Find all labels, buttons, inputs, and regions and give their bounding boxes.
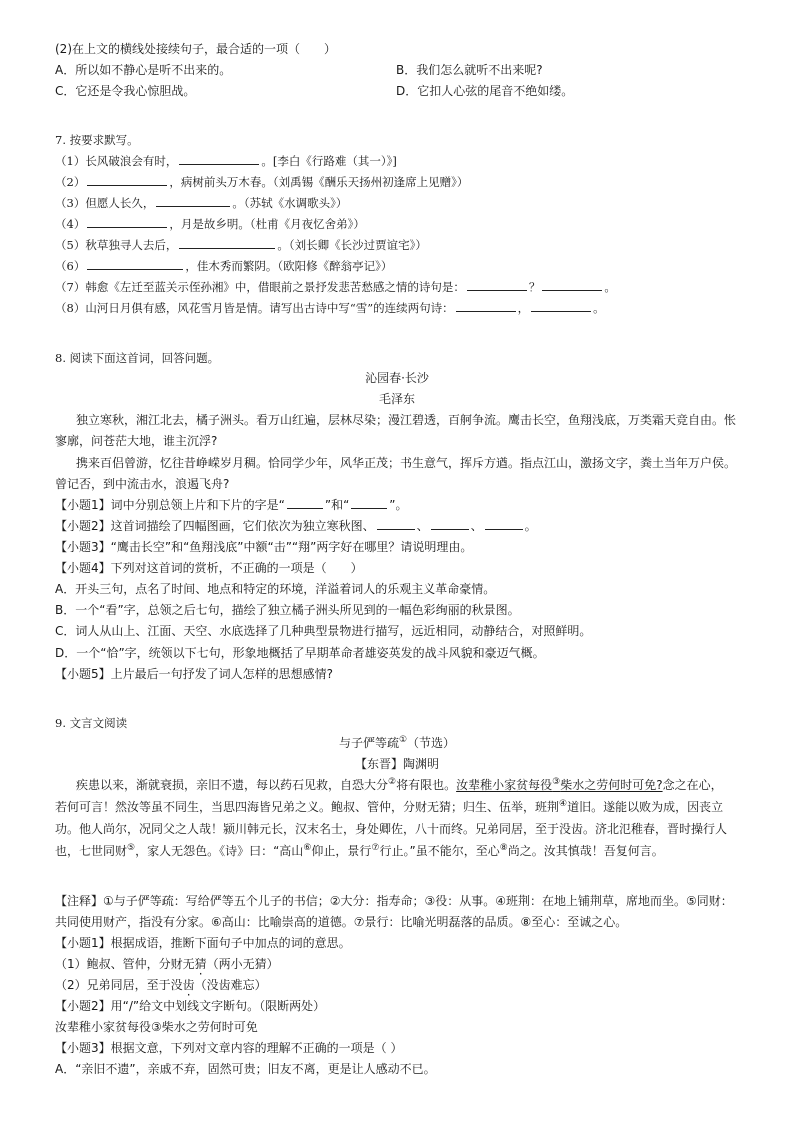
q8-option-b[interactable]: B．一个“看”字，总领之后七句，描绘了独立橘子洲头所见到的一幅色彩绚丽的秋景图。 xyxy=(55,603,520,617)
q8-option-a[interactable]: A．开头三句，点名了时间、地点和特定的环境，洋溢着词人的乐观主义革命豪情。 xyxy=(55,582,496,596)
q7-blank-4[interactable] xyxy=(87,216,167,228)
q7-line-5: （5）秋草独寻人去后， 。（刘长卿《长沙过贾谊宅》） xyxy=(55,238,427,252)
q8-option-d[interactable]: D．一个“恰”字，统领以下七句，形象地概括了早期革命者雄姿英发的战斗风貌和豪迈气概。 xyxy=(55,646,545,660)
q8-option-c[interactable]: C．词人从山上、江面、天空、水底选择了几种典型景物进行描写，远近相同，动静结合，对照鲜明。 xyxy=(55,624,592,638)
q8-subq-4: 【小题4】下列对这首词的赏析，不正确的一项是（ ） xyxy=(55,561,363,575)
q9-notes-line-2: 共同使用财产，指没有分家。⑥高山：比喻崇高的道德。⑦景行：比喻光明磊落的品质。⑧至心：至诚之心。 xyxy=(55,915,628,929)
q8-blank-2b[interactable] xyxy=(431,518,469,530)
q7-title: 7. 按要求默写。 xyxy=(55,133,139,147)
q9-subq-1-item-1: （1）鲍叔、管仲，分财无猜（两小无猜） xyxy=(55,957,279,971)
q9-subq-1-item-2: （2）兄弟同居，至于没齿（没齿难忘） xyxy=(55,978,267,992)
q8-subq-5: 【小题5】上片最后一句抒发了词人怎样的思想感情? xyxy=(55,667,334,681)
q7-blank-5[interactable] xyxy=(179,237,275,249)
q9-passage-line-3: 功。他人尚尔，况同父之人哉！颍川韩元长，汉末名士，身处卿佐，八十而终。兄弟同居，至于没齿。济北氾稚春，晋时操行人 xyxy=(55,822,728,836)
q8-poem-author: 毛泽东 xyxy=(378,392,415,406)
q6-option-a[interactable]: A．所以如不静心是听不出来的。 xyxy=(55,63,232,77)
q7-blank-7b[interactable] xyxy=(542,279,602,291)
q8-poem-line-4: 曾记否，到中流击水，浪遏飞舟? xyxy=(55,477,230,491)
dotted-word: 齿 xyxy=(182,978,195,992)
q7-blank-2[interactable] xyxy=(87,174,167,186)
q6-option-d[interactable]: D．它扣人心弦的尾音不绝如缕。 xyxy=(396,84,574,98)
q8-blank-1a[interactable] xyxy=(287,497,323,509)
q8-blank-2c[interactable] xyxy=(485,518,523,530)
q7-blank-6[interactable] xyxy=(87,258,183,270)
q7-blank-7a[interactable] xyxy=(467,279,527,291)
q8-subq-1: 【小题1】词中分别总领上片和下片的字是“ ”和“ ”。 xyxy=(55,498,408,512)
q9-option-a[interactable]: A．“亲旧不遗”，亲戚不弃，固然可贵；旧友不离，更是让人感动不已。 xyxy=(55,1062,436,1076)
q8-poem-title: 沁园春·长沙 xyxy=(365,371,429,385)
q7-blank-8a[interactable] xyxy=(456,300,516,312)
q7-blank-1[interactable] xyxy=(179,153,259,165)
q7-blank-8b[interactable] xyxy=(531,300,591,312)
q9-subq-1: 【小题1】根据成语，推断下面句子中加点的词的意思。 xyxy=(55,936,351,950)
q7-line-1: （1）长风破浪会有时， 。[李白《行路难（其一）》] xyxy=(55,154,397,168)
q9-subq-2-text: 汝辈稚小家贫每役③柴水之劳何时可免 xyxy=(55,1020,258,1034)
q9-subq-3: 【小题3】根据文意，下列对文章内容的理解不正确的一项是（ ） xyxy=(55,1041,403,1055)
q8-blank-2a[interactable] xyxy=(377,518,415,530)
q7-line-7: （7）韩愈《左迁至蓝关示侄孙湘》中，借眼前之景抒发悲苦愁感之情的诗句是： ？ 。 xyxy=(55,280,616,294)
q6-sub2-stem: (2)在上文的横线处接续句子，最合适的一项（ ） xyxy=(55,42,337,56)
q7-blank-3[interactable] xyxy=(156,195,230,207)
q8-subq-2: 【小题2】这首词描绘了四幅图画，它们依次为独立寒秋图、 、 、 。 xyxy=(55,519,537,533)
q8-blank-1b[interactable] xyxy=(351,497,387,509)
underlined-sentence: 汝辈稚小家贫每役③柴水之劳何时可免? xyxy=(456,777,663,792)
q8-poem-line-3: 携来百侣曾游，忆往昔峥嵘岁月稠。恰同学少年，风华正茂；书生意气，挥斥方遒。指点江山，激扬文字，粪土当年万户侯。 xyxy=(76,456,737,470)
q9-subq-2: 【小题2】用“/”给文中划线文字断句。（限断两处） xyxy=(55,999,326,1013)
q9-notes-line-1: 【注释】①与子俨等疏：写给俨等五个儿子的书信；②大分：指寿命；③役：从事。④班荆：在地上铺荆草，席地而坐。⑤同财： xyxy=(55,894,733,908)
q7-line-6: （6） ，佳木秀而繁阴。（欧阳修《醉翁亭记》） xyxy=(55,259,393,273)
q8-poem-line-2: 寥廓，问苍茫大地，谁主沉浮? xyxy=(55,434,218,448)
q7-line-3: （3）但愿人长久， 。（苏轼《水调歌头》） xyxy=(55,196,348,210)
q7-line-8: （8）山河日月俱有感，风花雪月皆是情。请写出古诗中写“雪”的连续两句诗： ， 。 xyxy=(55,301,605,315)
q9-text-title: 与子俨等疏①（节选） xyxy=(338,735,456,750)
q7-line-2: （2） ，病树前头万木春。（刘禹锡《酬乐天扬州初逢席上见赠》） xyxy=(55,175,469,189)
q6-option-c[interactable]: C．它还是令我心惊胆战。 xyxy=(55,84,196,98)
q6-option-b[interactable]: B．我们怎么就听不出来呢? xyxy=(396,63,543,77)
q9-title: 9. 文言文阅读 xyxy=(55,716,128,730)
q9-author: 【东晋】陶渊明 xyxy=(354,757,439,771)
q8-poem-line-1: 独立寒秋，湘江北去，橘子洲头。看万山红遍，层林尽染；漫江碧透，百舸争流。鹰击长空，鱼翔浅底，万类霜天竞自由。怅 xyxy=(76,413,737,427)
q9-passage-line-4: 也，七世同财⑤，家人无怨色。《诗》曰：“高山⑥仰止，景行⑦行止。”虽不能尔，至心⑧尚之。汝其慎哉！吾复何言。 xyxy=(55,843,664,858)
q8-title: 8. 阅读下面这首词，回答问题。 xyxy=(55,351,220,365)
q8-subq-3: 【小题3】“鹰击长空”和“鱼翔浅底”中额“击”“翔”两字好在哪里？请说明理由。 xyxy=(55,540,473,554)
dotted-word: 猜 xyxy=(194,957,207,971)
q9-passage-line-1: 疾患以来，渐就衰损，亲旧不遗，每以药石见救，自恐大分②将有限也。汝辈稚小家贫每役③柴水之劳何时可免?念之在心， xyxy=(76,777,723,792)
q9-passage-line-2: 若何可言！然汝等虽不同生，当思四海皆兄弟之义。鲍叔、管仲，分财无猜；归生、伍举，班荆④道旧。遂能以败为成，因丧立 xyxy=(55,799,724,814)
q7-line-4: （4） ，月是故乡明。（杜甫《月夜忆舍弟》） xyxy=(55,217,365,231)
